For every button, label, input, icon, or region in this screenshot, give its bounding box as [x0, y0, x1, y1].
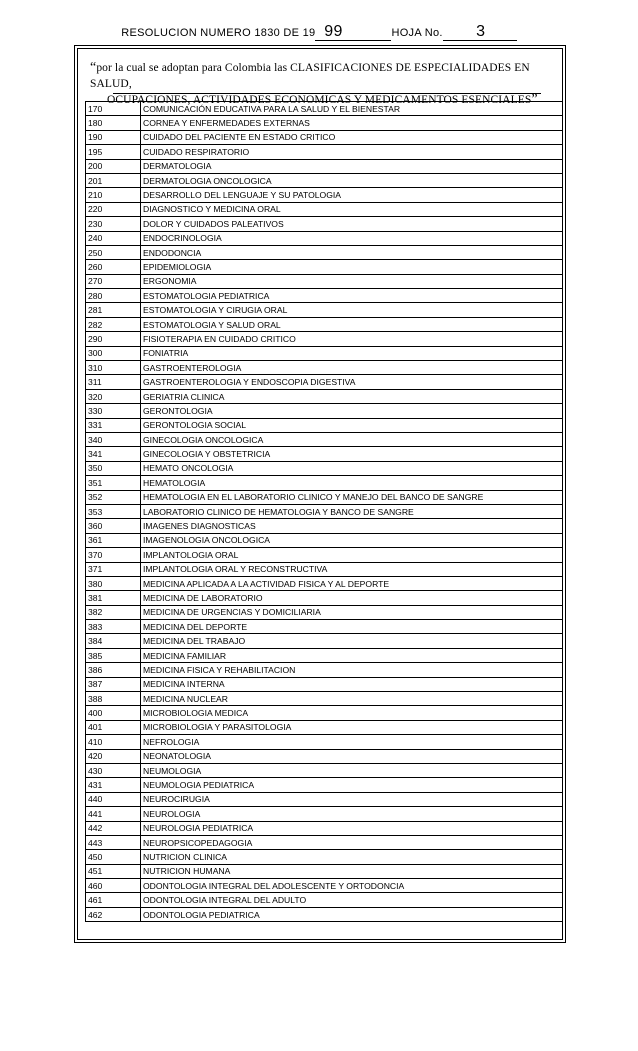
specialty-name: GASTROENTEROLOGIA [141, 361, 563, 375]
table-row [86, 519, 563, 533]
hoja-number: 3 [471, 24, 491, 41]
specialty-code: 180 [86, 116, 141, 130]
specialty-code: 200 [86, 159, 141, 173]
table-row [86, 835, 563, 849]
table-row [86, 217, 563, 231]
specialty-name: GINECOLOGIA ONCOLOGICA [141, 432, 563, 446]
table-row [86, 375, 563, 389]
table-row [86, 332, 563, 346]
table-row [86, 692, 563, 706]
table-row [86, 576, 563, 590]
specialty-code: 441 [86, 807, 141, 821]
table-row [86, 404, 563, 418]
specialty-name: NEUROLOGIA PEDIATRICA [141, 821, 563, 835]
specialty-code: 201 [86, 173, 141, 187]
hoja-blank-right [491, 24, 517, 41]
specialty-code: 260 [86, 260, 141, 274]
specialty-name: LABORATORIO CLINICO DE HEMATOLOGIA Y BANCO DE SANGRE [141, 504, 563, 518]
specialty-code: 341 [86, 447, 141, 461]
specialty-name: EPIDEMIOLOGIA [141, 260, 563, 274]
specialty-code: 230 [86, 217, 141, 231]
specialty-code: 281 [86, 303, 141, 317]
specialty-code: 310 [86, 361, 141, 375]
specialty-code: 270 [86, 274, 141, 288]
specialty-name: IMPLANTOLOGIA ORAL Y RECONSTRUCTIVA [141, 562, 563, 576]
resolution-title: RESOLUCION NUMERO 1830 DE 19 [121, 27, 316, 39]
specialty-code: 351 [86, 476, 141, 490]
specialty-code: 451 [86, 864, 141, 878]
specialty-name: NEUROCIRUGIA [141, 792, 563, 806]
specialty-code: 460 [86, 879, 141, 893]
specialty-name: ERGONOMIA [141, 274, 563, 288]
table-row [86, 591, 563, 605]
table-row [86, 792, 563, 806]
specialty-name: MEDICINA DEL DEPORTE [141, 620, 563, 634]
specialty-name: ESTOMATOLOGIA Y CIRUGIA ORAL [141, 303, 563, 317]
specialty-name: NEUROPSICOPEDAGOGIA [141, 835, 563, 849]
table-row [86, 763, 563, 777]
specialty-code: 360 [86, 519, 141, 533]
specialty-code: 387 [86, 677, 141, 691]
specialty-code: 384 [86, 634, 141, 648]
specialty-code: 442 [86, 821, 141, 835]
specialty-name: CUIDADO RESPIRATORIO [141, 145, 563, 159]
table-row [86, 548, 563, 562]
table-row [86, 418, 563, 432]
table-row [86, 260, 563, 274]
specialty-name: MEDICINA INTERNA [141, 677, 563, 691]
specialty-name: COMUNICACIÓN EDUCATIVA PARA LA SALUD Y EL BIENESTAR [141, 102, 563, 116]
specialty-code: 340 [86, 432, 141, 446]
specialty-code: 352 [86, 490, 141, 504]
specialty-code: 401 [86, 720, 141, 734]
specialty-name: HEMATOLOGIA EN EL LABORATORIO CLINICO Y MANEJO DEL BANCO DE SANGRE [141, 490, 563, 504]
specialty-name: DIAGNOSTICO Y MEDICINA ORAL [141, 202, 563, 216]
specialty-name: IMAGENES DIAGNOSTICAS [141, 519, 563, 533]
specialty-code: 330 [86, 404, 141, 418]
specialty-code: 388 [86, 692, 141, 706]
specialty-code: 385 [86, 648, 141, 662]
specialty-name: DOLOR Y CUIDADOS PALEATIVOS [141, 217, 563, 231]
specialty-code: 210 [86, 188, 141, 202]
table-row [86, 432, 563, 446]
table-row [86, 173, 563, 187]
specialty-name: ESTOMATOLOGIA Y SALUD ORAL [141, 317, 563, 331]
specialty-name: MEDICINA DE URGENCIAS Y DOMICILIARIA [141, 605, 563, 619]
table-row [86, 202, 563, 216]
table-row [86, 389, 563, 403]
specialty-code: 420 [86, 749, 141, 763]
table-row [86, 749, 563, 763]
table-row [86, 303, 563, 317]
table-row [86, 706, 563, 720]
specialty-code: 195 [86, 145, 141, 159]
table-row [86, 562, 563, 576]
specialty-code: 440 [86, 792, 141, 806]
specialty-name: ENDODONCIA [141, 245, 563, 259]
specialty-name: NEUMOLOGIA PEDIATRICA [141, 778, 563, 792]
specialties-table [85, 101, 563, 922]
specialty-code: 170 [86, 102, 141, 116]
specialty-name: MICROBIOLOGIA Y PARASITOLOGIA [141, 720, 563, 734]
specialty-code: 220 [86, 202, 141, 216]
specialty-name: GINECOLOGIA Y OBSTETRICIA [141, 447, 563, 461]
table-row [86, 735, 563, 749]
table-row [86, 289, 563, 303]
specialty-code: 282 [86, 317, 141, 331]
specialties-table-body [86, 102, 563, 922]
specialty-code: 371 [86, 562, 141, 576]
table-row [86, 850, 563, 864]
specialty-name: GERONTOLOGIA [141, 404, 563, 418]
specialty-code: 382 [86, 605, 141, 619]
specialty-code: 410 [86, 735, 141, 749]
specialty-code: 443 [86, 835, 141, 849]
specialty-name: MICROBIOLOGIA MEDICA [141, 706, 563, 720]
table-row [86, 130, 563, 144]
specialty-code: 386 [86, 663, 141, 677]
specialty-code: 300 [86, 346, 141, 360]
table-row [86, 274, 563, 288]
specialty-name: ESTOMATOLOGIA PEDIATRICA [141, 289, 563, 303]
table-row [86, 504, 563, 518]
specialty-name: DESARROLLO DEL LENGUAJE Y SU PATOLOGIA [141, 188, 563, 202]
table-row [86, 605, 563, 619]
specialty-name: NUTRICION CLINICA [141, 850, 563, 864]
specialty-code: 290 [86, 332, 141, 346]
subtitle-line-2: OCUPACIONES, ACTIVIDADES ECONOMICAS Y MEDICAMENTOS ESENCIALES [107, 94, 532, 106]
specialty-name: GERONTOLOGIA SOCIAL [141, 418, 563, 432]
table-row [86, 461, 563, 475]
table-row [86, 821, 563, 835]
specialty-code: 380 [86, 576, 141, 590]
specialty-name: ODONTOLOGIA INTEGRAL DEL ADULTO [141, 893, 563, 907]
table-row [86, 361, 563, 375]
table-row [86, 490, 563, 504]
specialty-code: 311 [86, 375, 141, 389]
specialty-code: 370 [86, 548, 141, 562]
specialty-code: 250 [86, 245, 141, 259]
specialty-code: 400 [86, 706, 141, 720]
table-row [86, 634, 563, 648]
table-row [86, 317, 563, 331]
specialty-name: GASTROENTEROLOGIA Y ENDOSCOPIA DIGESTIVA [141, 375, 563, 389]
table-row [86, 159, 563, 173]
table-row [86, 907, 563, 921]
table-row [86, 864, 563, 878]
table-row [86, 663, 563, 677]
specialty-code: 240 [86, 231, 141, 245]
year-suffix: 99 [315, 24, 351, 41]
table-row [86, 677, 563, 691]
specialty-name: CUIDADO DEL PACIENTE EN ESTADO CRITICO [141, 130, 563, 144]
specialty-code: 331 [86, 418, 141, 432]
specialty-code: 190 [86, 130, 141, 144]
hoja-label: HOJA No. [391, 27, 443, 39]
year-blank [351, 24, 391, 41]
specialty-name: FONIATRIA [141, 346, 563, 360]
table-row [86, 188, 563, 202]
specialty-name: NEONATOLOGIA [141, 749, 563, 763]
table-row [86, 879, 563, 893]
specialty-name: IMAGENOLOGIA ONCOLOGICA [141, 533, 563, 547]
specialty-name: MEDICINA DE LABORATORIO [141, 591, 563, 605]
subtitle-rule [113, 93, 541, 94]
specialty-name: CORNEA Y ENFERMEDADES EXTERNAS [141, 116, 563, 130]
specialty-code: 430 [86, 763, 141, 777]
specialty-name: DERMATOLOGIA [141, 159, 563, 173]
specialty-name: MEDICINA FAMILIAR [141, 648, 563, 662]
specialty-name: MEDICINA DEL TRABAJO [141, 634, 563, 648]
table-row [86, 346, 563, 360]
table-row [86, 807, 563, 821]
table-row [86, 778, 563, 792]
specialty-code: 461 [86, 893, 141, 907]
specialty-code: 383 [86, 620, 141, 634]
specialty-code: 431 [86, 778, 141, 792]
table-row [86, 231, 563, 245]
table-row [86, 620, 563, 634]
specialty-code: 280 [86, 289, 141, 303]
specialty-name: ODONTOLOGIA INTEGRAL DEL ADOLESCENTE Y ORTODONCIA [141, 879, 563, 893]
specialty-name: NEUMOLOGIA [141, 763, 563, 777]
close-quote: ” [531, 92, 538, 107]
specialty-code: 381 [86, 591, 141, 605]
specialty-name: ENDOCRINOLOGIA [141, 231, 563, 245]
specialty-name: ODONTOLOGIA PEDIATRICA [141, 907, 563, 921]
specialty-code: 450 [86, 850, 141, 864]
subtitle-line-1: por la cual se adoptan para Colombia las CLASIFICACIONES DE ESPECIALIDADES EN SALUD, [90, 62, 530, 90]
specialty-name: HEMATO ONCOLOGIA [141, 461, 563, 475]
specialty-name: NEFROLOGIA [141, 735, 563, 749]
specialty-name: GERIATRIA CLINICA [141, 389, 563, 403]
specialty-name: NUTRICION HUMANA [141, 864, 563, 878]
specialty-name: MEDICINA APLICADA A LA ACTIVIDAD FISICA Y AL DEPORTE [141, 576, 563, 590]
specialty-name: IMPLANTOLOGIA ORAL [141, 548, 563, 562]
specialty-name: NEUROLOGIA [141, 807, 563, 821]
specialty-code: 350 [86, 461, 141, 475]
specialty-code: 353 [86, 504, 141, 518]
specialty-name: DERMATOLOGIA ONCOLOGICA [141, 173, 563, 187]
specialty-code: 320 [86, 389, 141, 403]
specialty-code: 361 [86, 533, 141, 547]
table-row [86, 720, 563, 734]
specialty-name: FISIOTERAPIA EN CUIDADO CRITICO [141, 332, 563, 346]
specialty-name: MEDICINA NUCLEAR [141, 692, 563, 706]
open-quote: “ [90, 60, 97, 75]
specialty-name: MEDICINA FISICA Y REHABILITACION [141, 663, 563, 677]
table-row [86, 533, 563, 547]
resolution-header [0, 24, 638, 41]
table-row [86, 648, 563, 662]
table-row [86, 102, 563, 116]
table-row [86, 245, 563, 259]
table-row [86, 447, 563, 461]
table-row [86, 145, 563, 159]
table-row [86, 476, 563, 490]
table-row [86, 116, 563, 130]
specialty-name: HEMATOLOGIA [141, 476, 563, 490]
table-row [86, 893, 563, 907]
specialty-code: 462 [86, 907, 141, 921]
hoja-blank-left [443, 24, 471, 41]
